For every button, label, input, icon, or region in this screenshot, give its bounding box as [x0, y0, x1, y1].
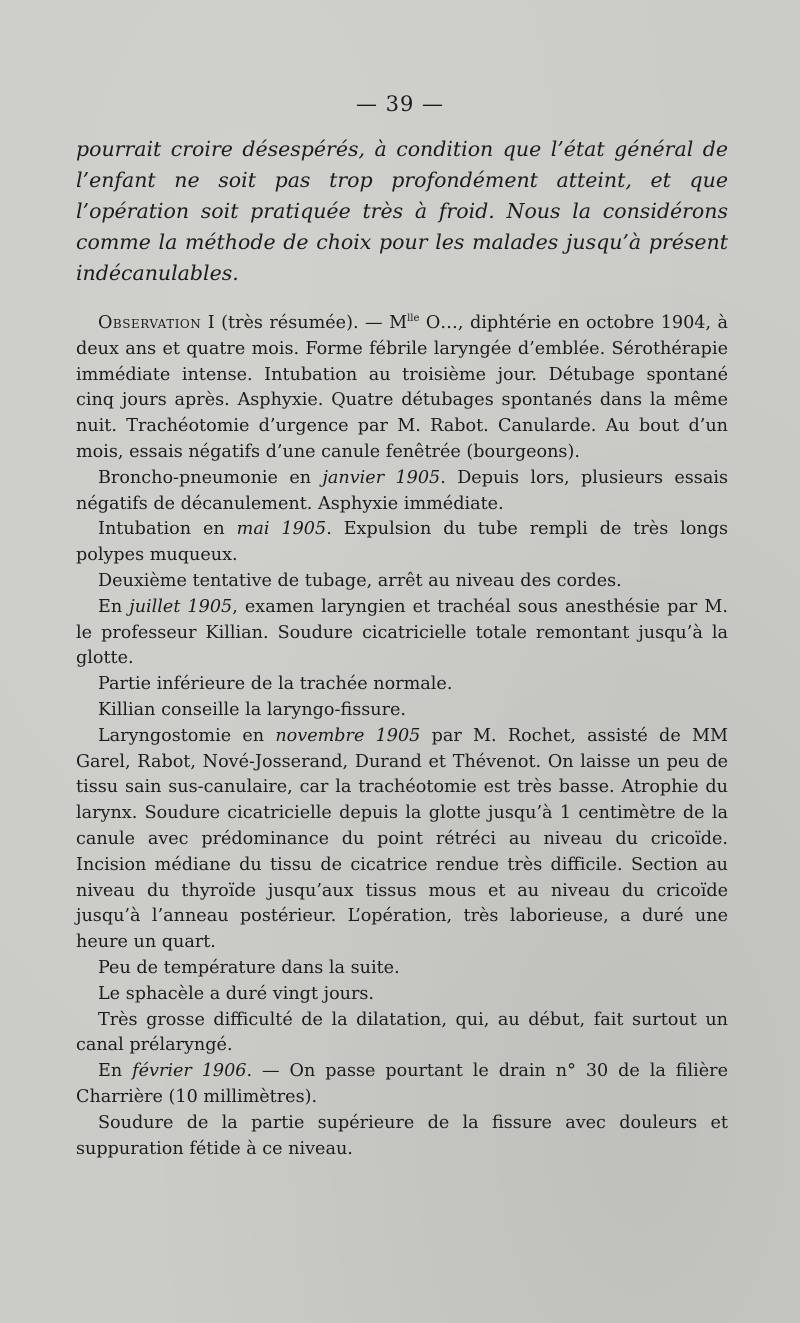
p12-text-before: En [98, 1061, 133, 1082]
observation-p1-rest: O…, diphtérie en octobre 1904, à deux ans et quatre mois. Forme fébrile laryngée d’emblée. Sérothérapie immédiate intense. Intubation au troisième jour. Détubage spontané cinq jours après. Asphyxie. Quatre détubages spontanés dans la même nuit. Trachéotomie d’urgence par M. Rabot. Canularde. Au bout d’un mois, essais négatifs d’une canule fenêtrée (bourgeons). [76, 313, 729, 462]
observation-label: Observation [98, 313, 202, 333]
observation-paragraph-5 [76, 595, 728, 672]
p8-text-before: Laryngostomie en [98, 725, 276, 746]
observation-paragraph-8 [76, 724, 728, 956]
observation-paragraph-3 [76, 517, 728, 569]
observation-paragraph-2 [76, 466, 728, 518]
observation-p1-sup: lle [407, 313, 420, 325]
p5-text-after: , examen laryngien et trachéal sous anesthésie par M. le professeur Killian. Soudure cicatricielle totale remontant jusqu’à la glotte. [76, 596, 728, 669]
p2-text-after: . Depuis lors, plusieurs essais négatifs de décanulement. Asphyxie immédiate. [76, 467, 728, 514]
observation-paragraph-4: Deuxième tentative de tubage, arrêt au niveau des cordes. [98, 570, 622, 591]
observation-paragraph-1 [76, 311, 728, 466]
observation-paragraph-9: Peu de température dans la suite. [98, 957, 400, 978]
p2-text-before: Broncho-pneumonie en [98, 467, 323, 488]
p3-text-after: . Expulsion du tube rempli de très longs polypes muqueux. [76, 519, 729, 566]
p5-text-before: En [98, 596, 130, 617]
observation-paragraph-6: Partie inférieure de la trachée normale. [98, 674, 453, 695]
p8-text-after: par M. Rochet, assisté de MM Garel, Rabot, Nové-Josserand, Durand et Thévenot. On laisse un peu de tissu sain sus-canulaire, car la trachéotomie est très basse. Atrophie du larynx. Soudure cicatricielle depuis la glotte jusqu’à 1 centimètre de la canule avec prédominance du point rétréci au niveau du cricoïde. Incision médiane du tissu de cicatrice rendue très difficile. Section au niveau du thyroïde jusqu’aux tissus mous et au niveau du cricoïde jusqu’à l’anneau postérieur. L’opération, très laborieuse, a duré une heure un quart. [76, 725, 728, 953]
observation-paragraph-12 [76, 1059, 728, 1111]
observation-paragraph-7: Killian conseille la laryngo-fissure. [98, 699, 407, 720]
observation-paragraph-11: Très grosse difficulté de la dilatation, qui, au début, fait surtout un canal prélaryngé. [76, 1009, 728, 1056]
observation-paragraph-13: Soudure de la partie supérieure de la fissure avec douleurs et suppuration fétide à ce niveau. [76, 1112, 728, 1159]
page-number: — 39 — [355, 92, 445, 116]
p12-date: février 1906 [132, 1061, 247, 1082]
p3-text-before: Intubation en [98, 519, 237, 540]
observation-p1-after-label: I (très résumée). — M [201, 313, 408, 333]
observation-paragraph-10: Le sphacèle a duré vingt jours. [98, 983, 375, 1004]
p12-text-after: . — On passe pourtant le drain n° 30 de la filière Charrière (10 millimètres). [76, 1061, 728, 1107]
p5-date: juillet 1905 [129, 596, 233, 617]
p3-date: mai 1905 [236, 519, 327, 540]
observation-section [76, 311, 728, 1162]
p8-date: novembre 1905 [275, 725, 421, 746]
intro-paragraph: pourrait croire désespérés, à condition que l’état général de l’enfant ne soit pas trop profondément atteint, et que l’opération soit pratiquée très à froid. Nous la considérons comme la méthode de choix pour les malades jusqu’à présent indécanulables. [76, 137, 728, 285]
p2-date: janvier 1905 [322, 467, 441, 488]
